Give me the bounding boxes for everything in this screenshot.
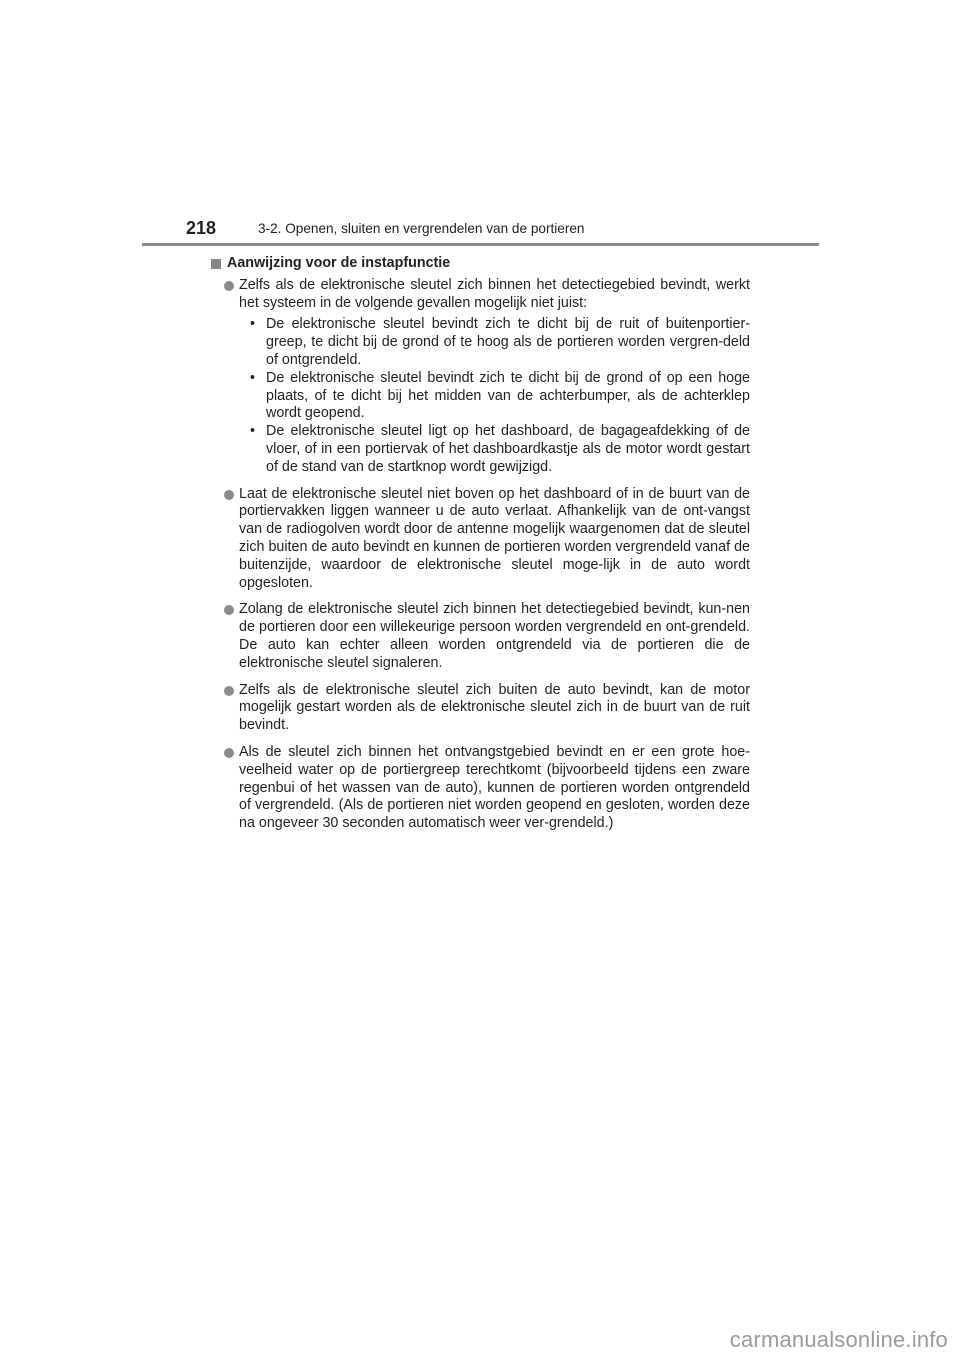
bullet-text: Zolang de elektronische sleutel zich binnen het detectiegebied bevindt, kun-nen de portieren door een willekeurige persoon worden vergrendeld en ont-grendeld. De auto kan echter alleen worden ontgrendeld via de portieren die de elektronische sleutel signaleren. bbox=[239, 601, 750, 671]
square-bullet-icon bbox=[211, 259, 221, 269]
bullet-text: Zelfs als de elektronische sleutel zich buiten de auto bevindt, kan de motor mogelijk gestart worden als de elektronische sleutel zich in de buurt van de ruit bevindt. bbox=[239, 681, 750, 734]
bullet-text: Als de sleutel zich binnen het ontvangstgebied bevindt en er een grote hoe-veelheid water op de portiergreep terechtkomt (bijvoorbeeld tijdens een zware regenbui of het wassen van de auto), kunnen de portieren worden ontgrendeld of vergrendeld. (Als de portieren niet worden geopend en gesloten, worden deze na ongeveer 30 seconden automatisch weer ver-grendeld.) bbox=[239, 743, 750, 832]
sub-list-item bbox=[250, 370, 750, 423]
section-heading-text: Aanwijzing voor de instapfunctie bbox=[227, 255, 451, 271]
dot-bullet-icon: • bbox=[250, 369, 256, 386]
bullet-text: Zelfs als de elektronische sleutel zich binnen het detectiegebied bevindt, werkt het systeem in de volgende gevallen mogelijk niet juist: bbox=[239, 276, 750, 311]
circle-bullet-icon bbox=[224, 605, 234, 615]
circle-bullet-icon bbox=[224, 686, 234, 696]
list-item bbox=[210, 682, 750, 735]
sub-list-item bbox=[250, 316, 750, 369]
list-item bbox=[210, 601, 750, 672]
sub-item-text: De elektronische sleutel bevindt zich te dicht bij de ruit of buitenportier-greep, te dicht bij de grond of te hoog als de portieren worden vergren-deld of ontgrendeld. bbox=[266, 316, 750, 368]
page-number: 218 bbox=[186, 218, 217, 238]
circle-bullet-icon bbox=[224, 748, 234, 758]
section-heading bbox=[210, 255, 750, 273]
dot-bullet-icon: • bbox=[250, 423, 256, 440]
circle-bullet-icon bbox=[224, 490, 234, 500]
bullet-text: Laat de elektronische sleutel niet boven op het dashboard of in de buurt van de portiervakken liggen wanneer u de auto verlaat. Afhankelijk van de ont-vangst van de radiogolven wordt door de antenne mogelijk waargenomen dat de sleutel zich buiten de auto bevindt en kunnen de portieren worden vergrendeld vanaf de buitenzijde, waardoor de elektronische sleutel moge-lijk in de auto wordt opgesloten. bbox=[239, 485, 750, 591]
main-content bbox=[210, 255, 750, 842]
list-item bbox=[210, 744, 750, 833]
circle-bullet-icon bbox=[224, 281, 234, 291]
list-item bbox=[210, 277, 750, 477]
sub-list-item bbox=[250, 423, 750, 476]
header-divider bbox=[142, 243, 819, 246]
dot-bullet-icon: • bbox=[250, 316, 256, 333]
list-item bbox=[210, 486, 750, 593]
sub-item-text: De elektronische sleutel ligt op het dashboard, de bagageafdekking of de vloer, of in een portiervak of het dashboardkastje als de motor wordt gestart of de stand van de startknop wordt gewijzigd. bbox=[266, 423, 750, 475]
chapter-title: 3-2. Openen, sluiten en vergrendelen van de portieren bbox=[258, 221, 585, 236]
watermark: carmanualsonline.info bbox=[729, 1327, 948, 1352]
sub-list bbox=[239, 316, 750, 476]
sub-item-text: De elektronische sleutel bevindt zich te dicht bij de grond of op een hoge plaats, of te dicht bij het midden van de achterbumper, als de achterklep wordt geopend. bbox=[266, 369, 750, 422]
